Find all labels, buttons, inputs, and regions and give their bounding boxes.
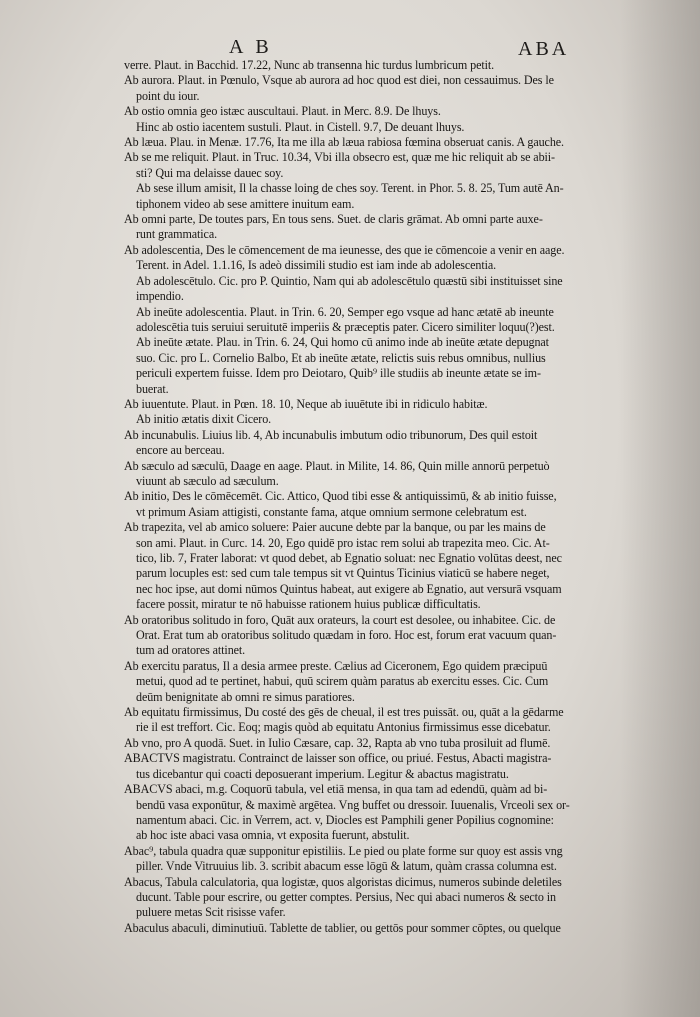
entry-line: Hinc ab ostio iacentem sustuli. Plaut. in Cistell. 9.7, De deuant lhuys. — [136, 119, 465, 134]
entry-line: parum locuples est: sed cum tale tempus sit vt Quintus Ticinius viaticū se habere neget, — [136, 566, 550, 581]
dictionary-entry — [124, 428, 612, 459]
dictionary-entry — [124, 489, 612, 520]
entry-line: ducunt. Table pour escrire, ou getter comptes. Persius, Nec qui abaci numeros & secto in — [136, 889, 557, 904]
entry-line: bendū vasa exponūtur, & maximè argētea. Vng buffet ou dressoir. Iuuenalis, Vrceoli sex or- — [136, 797, 570, 812]
dictionary-entry — [124, 844, 612, 875]
entry-line: metui, quod ad te pertinet, habui, quū scirem quàm paratus ab exercitu esses. Cic. Cum — [136, 674, 549, 689]
entry-line: tum ad oratores attinet. — [136, 643, 246, 658]
entry-line: vt primum Asiam attigisti, constante fama, atque omnium sermone celebratum est. — [136, 504, 527, 519]
dictionary-entry — [124, 274, 612, 305]
entry-line: Ab sese illum amisit, Il la chasse loing de ches soy. Terent. in Phor. 5. 8. 25, Tum autē An- — [136, 181, 564, 196]
entry-line: Ab ostio omnia geo istæc auscultaui. Plaut. in Merc. 8.9. De lhuys. — [124, 104, 441, 119]
entry-line: runt grammatica. — [136, 227, 218, 242]
entry-line: Ab se me reliquit. Plaut. in Truc. 10.34, Vbi illa obsecro est, quæ me hic reliquit ab se abii- — [124, 150, 555, 165]
dictionary-entry — [124, 135, 612, 150]
entry-line: buerat. — [136, 381, 169, 396]
dictionary-entry — [124, 875, 612, 921]
dictionary-entry — [124, 520, 612, 612]
entry-line: suo. Cic. pro L. Cornelio Balbo, Et ab ineūte ætate, relictis suis rebus omnibus, nullius — [136, 350, 546, 365]
dictionary-entry — [124, 58, 612, 73]
entry-line: verre. Plaut. in Bacchid. 17.22, Nunc ab transenna hic turdus lumbricum petit. — [124, 58, 495, 72]
entry-line: Orat. Erat tum ab oratoribus solitudo quædam in foro. Hoc est, forum erat vacuum quan- — [136, 628, 557, 643]
dictionary-entry — [124, 412, 612, 427]
dictionary-entry — [124, 705, 612, 736]
entry-line: Ab ineūte ætate. Plau. in Trin. 6. 24, Qui homo cū animo inde ab ineūte ætate depugnat — [136, 335, 549, 350]
entry-line: son ami. Plaut. in Curc. 14. 20, Ego quidē pro istac rem solui ab trapezita meo. Cic. At- — [136, 535, 550, 550]
entry-line: nec hoc ipse, aut domi nūmos Quintus habeat, aut exigere ab Egnatio, aut versurā vsquam — [136, 581, 562, 596]
entry-line: point du iour. — [136, 88, 200, 103]
entry-line: ABACVS abaci, m.g. Coquorū tabula, vel etiā mensa, in qua tam ad edendū, quàm ad bi- — [124, 782, 548, 797]
entry-line: Ab adolescētulo. Cic. pro P. Quintio, Nam qui ab adolescētulo quæstū sibi instituisset sine — [136, 273, 563, 288]
entry-line: Ab initio, Des le cōmēcemēt. Cic. Attico, Quod tibi esse & antiquissimū, & ab initio fuisse, — [124, 489, 557, 504]
entry-line: impendio. — [136, 289, 184, 304]
entry-line: Abaculus abaculi, diminutiuū. Tablette de tablier, ou gettōs pour sommer cōptes, ou quelque — [124, 920, 561, 935]
dictionary-entry — [124, 120, 612, 135]
entry-line: encore au berceau. — [136, 443, 225, 458]
dictionary-entry — [124, 782, 612, 844]
entry-line: tico, lib. 7, Frater laborat: vt quod debet, ab Egnatio soluat: nec Egnatio volūtas deest, nec — [136, 551, 562, 565]
dictionary-entry — [124, 335, 612, 397]
entry-line: Ab initio ætatis dixit Cicero. — [136, 412, 272, 427]
dictionary-entry — [124, 397, 612, 412]
entry-line: deūm benignitate ab omni re simus paratiores. — [136, 689, 355, 704]
dictionary-entry — [124, 921, 612, 936]
entry-line: Ab oratoribus solitudo in foro, Quāt aux orateurs, la court est desolee, ou inhabitee. Cic. de — [124, 612, 556, 627]
dictionary-entry — [124, 212, 612, 243]
page-edge-shadow — [620, 0, 700, 1017]
dictionary-entry — [124, 150, 612, 181]
entry-line: Ab ineūte adolescentia. Plaut. in Trin. 6. 20, Semper ego vsque ad hanc ætatē ab ineunte — [136, 304, 554, 319]
dictionary-entry — [124, 181, 612, 212]
entry-line: Ab adolescentia, Des le cōmencement de ma ieunesse, des que ie cōmencoie a venir en aage. — [124, 242, 565, 257]
dictionary-entry — [124, 613, 612, 659]
entry-line: Ab sæculo ad sæculū, Daage en aage. Plaut. in Milite, 14. 86, Quin mille annorū perpetuò — [124, 458, 550, 473]
dictionary-column — [124, 58, 612, 936]
entry-line: rie il est treffort. Cic. Eoq; magis quòd ab equitatu Antonius firmissimus esse dicebatur. — [136, 720, 551, 735]
entry-line: periculi expertem fuisse. Idem pro Deiotaro, Quib⁹ ille studiis ab ineunte ætate se im- — [136, 366, 541, 381]
running-head-left: A B — [229, 36, 273, 58]
dictionary-entry — [124, 459, 612, 490]
dictionary-entry — [124, 104, 612, 119]
entry-line: Ab exercitu paratus, Il a desia armee preste. Cælius ad Ciceronem, Ego quidem præcipuū — [124, 658, 548, 673]
entry-line: piller. Vnde Vitruuius lib. 3. scribit abacum esse lōgū & latum, quàm crassa columna est. — [136, 859, 557, 874]
running-head-right: ABA — [518, 38, 570, 60]
entry-line: viuunt ab sæculo ad sæculum. — [136, 473, 279, 488]
entry-line: Ab læua. Plau. in Menæ. 17.76, Ita me illa ab læua rabiosa fœmina obseruat canis. A gauche. — [124, 135, 564, 150]
dictionary-entry — [124, 73, 612, 104]
dictionary-entry — [124, 243, 612, 274]
entry-line: puluere metas Scit risisse vafer. — [136, 905, 286, 920]
entry-line: facere possit, miratur te nō habuisse rationem huius publicæ difficultatis. — [136, 597, 481, 612]
entry-line: Ab vno, pro A quodā. Suet. in Iulio Cæsare, cap. 32, Rapta ab vno tuba prosiluit ad flumē. — [124, 735, 551, 750]
entry-line: ABACTVS magistratu. Contrainct de laisser son office, ou priué. Festus, Abacti magistra- — [124, 751, 552, 766]
entry-line: Ab incunabulis. Liuius lib. 4, Ab incunabulis imbutum odio tribunorum, Des quil estoit — [124, 427, 538, 442]
dictionary-entry — [124, 305, 612, 336]
entry-line: ab hoc iste abaci vasa omnia, vt exposita fuerunt, abstulit. — [136, 828, 410, 843]
dictionary-entry — [124, 659, 612, 705]
entry-line: Ab equitatu firmissimus, Du costé des gēs de cheual, il est tres puissāt. ou, quāt a la gēdarme — [124, 705, 564, 720]
entry-line: namentum abaci. Cic. in Verrem, act. v, Diocles est Pamphili gener Popilius cognomine: — [136, 812, 554, 827]
entry-line: Abac⁹, tabula quadra quæ supponitur epistiliis. Le pied ou plate forme sur quoy est assis vng — [124, 843, 563, 858]
entry-line: Ab iuuentute. Plaut. in Pœn. 18. 10, Neque ab iuuētute ibi in ridiculo habitæ. — [124, 396, 488, 411]
entry-line: tus dicebantur qui coacti deposuerant imperium. Legitur & abactus magistratu. — [136, 766, 509, 781]
entry-line: Terent. in Adel. 1.1.16, Is adeò dissimili studio est iam inde ab adolescentia. — [136, 258, 497, 273]
entry-line: Abacus, Tabula calculatoria, qua logistæ, quos algoristas dicimus, numeros subinde deletiles — [124, 874, 562, 889]
dictionary-entry — [124, 736, 612, 751]
entry-line: Ab omni parte, De toutes pars, En tous sens. Suet. de claris grāmat. Ab omni parte auxe- — [124, 212, 543, 227]
entry-line: sti? Qui ma delaisse dauec soy. — [136, 165, 284, 180]
dictionary-entry — [124, 751, 612, 782]
entry-line: Ab trapezita, vel ab amico soluere: Paier aucune debte par la banque, ou par les mains de — [124, 520, 546, 535]
entry-line: adolescētia tuis seruiui seruitutē imperiis & præceptis pater. Cicero similiter loquu(?)est. — [136, 319, 555, 334]
entry-line: Ab aurora. Plaut. in Pœnulo, Vsque ab aurora ad hoc quod est diei, non cessauimus. Des le — [124, 73, 554, 88]
entry-line: tiphonem video ab sese amittere inuitum eam. — [136, 196, 355, 211]
